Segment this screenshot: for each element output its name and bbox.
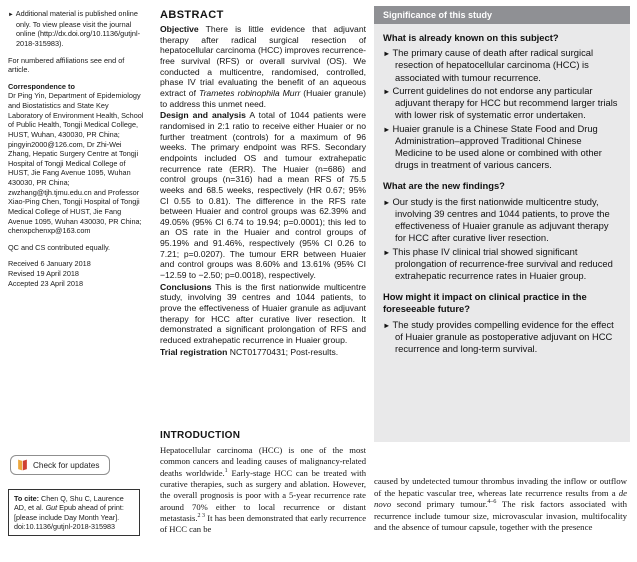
reference-superscript-2[interactable]: 2 3 [197, 513, 206, 520]
triangle-bullet-icon: ► [383, 49, 391, 59]
bullet-text: The study provides compelling evidence for the effect of Huaier granule as postoperative adjuvant on HCC recurrence and long-term survival. [392, 318, 614, 355]
significance-question-1: What is already known on this subject? [383, 32, 559, 43]
email-link-1[interactable]: pingyin2000@126.com [8, 139, 83, 149]
conclusions-text: This is the first nationwide multicentre study, involving 39 centres and 1044 patients, to prove the effectiveness of Huaier granule as adjuvant therapy for HCC after curative liver resection. It demonstrated a significant prolongation of RFS and reduced extrahepatic recurrence in Huaier group. [160, 281, 366, 346]
significance-bullet [383, 123, 621, 172]
triangle-bullet-icon: ► [383, 86, 391, 96]
registration-label: Trial registration [160, 346, 228, 357]
triangle-bullet-icon: ► [383, 124, 391, 134]
article-dates [8, 259, 144, 288]
significance-box-body [374, 24, 630, 355]
bullet-text: Current guidelines do not endorse any particular adjuvant therapy for HCC but recommend larger trials with lower risk of systematic error undertaken. [392, 84, 618, 121]
abstract-conclusions [160, 282, 366, 346]
abstract-registration [160, 347, 366, 358]
abstract-objective [160, 24, 366, 109]
objective-label: Objective [160, 24, 199, 34]
design-text: A total of 1044 patients were randomised in 2:1 ratio to receive either Huaier or no further treatment (controls) for a maximum of 96 weeks. The primary endpoint was RFS. Secondary endpoints included OS and tumour extrahepatic recurrence rate (ERR). The Huaier (n=686) and control groups (n=316) had a mean RFS of 75.5 weeks and 68.5 weeks, respectively (HR 0.67; 95% CI 0.55 to 0.81). The difference in the RFS rate between Huaier and control groups was 62.39% and 49.05% (95% CI 6.74 to 19.94; p=0.0001); this led to an OS rate in the Huaier and control groups of 95.19% and 91.46%, respectively (95% CI 0.26 to 7.21; p=0.0207). The tumour ERR between Huaier and control groups was 8.60% and 13.61% (95% CI −12.59 to −2.50; p=0.0018), respectively. [160, 110, 366, 281]
significance-bullet [383, 319, 621, 356]
abstract-design [160, 110, 366, 281]
objective-text: There is little evidence that adjuvant therapy after radical surgical resection of hepatocellular carcinoma (HCC) improves recurrence-free survival (RFS) or overall survival (OS). We conducted a multicentre, randomised, controlled, phase IV trial evaluating the benefit of an aqueous extract of [160, 24, 366, 98]
additional-material-text: Additional material is published online only. To view please visit the journal online [15, 9, 138, 39]
bullet-text: The primary cause of death after radical surgical resection of hepatocellular carcinoma (HCC) is associated with tumour recurrence. [392, 47, 594, 83]
introduction-paragraph-col2 [374, 476, 627, 534]
triangle-bullet-icon: ► [383, 247, 391, 257]
crossmark-icon [17, 459, 28, 471]
conclusions-label: Conclusions [160, 281, 212, 292]
reference-superscript-1[interactable]: 1 [224, 467, 228, 474]
introduction-paragraph-col1 [160, 445, 366, 536]
reference-superscript-3[interactable]: 4–6 [487, 499, 497, 506]
intro-text-5: second primary tumour. [391, 499, 488, 510]
citation-journal: Gut [45, 503, 58, 513]
significance-bullet [383, 47, 621, 84]
species-name: Trametes robinophila Murr [198, 87, 301, 98]
triangle-bullet-icon: ► [383, 197, 391, 207]
introduction-heading: INTRODUCTION [160, 430, 241, 441]
objective-text-end: (Huaier granule) to address this unmet need. [160, 87, 367, 109]
correspondence-label: Correspondence to [8, 81, 75, 91]
intro-text-1: Hepatocellular carcinoma (HCC) is one of the most common cancers and leading causes of malignancy-related deaths worldwide. [160, 445, 366, 478]
check-for-updates-button[interactable] [10, 455, 110, 475]
journal-online-link[interactable]: (http://dx.doi.org/10.1136/gutjnl-2018-315983). [16, 29, 141, 48]
citation-rest: Epub ahead of print: [please include Day Month Year]. doi:10.1136/gutjnl-2018-315983 [14, 503, 124, 532]
article-body-column [160, 9, 366, 536]
bullet-text: This phase IV clinical trial showed significant prolongation of recurrence-free survival and reduced extrahepatic recurrence rates in Huaier group. [392, 245, 613, 281]
abstract-heading: ABSTRACT [160, 9, 224, 21]
intro-text-6: The risk factors associated with recurrence include tumour size, microvascular invasion, multifocality and the absence of tumour capsule, together with the presence [374, 499, 627, 533]
correspondence-text-1: Dr Ping Yin, Department of Epidemiology and Biostatistics and State Key Laboratory of Environment Health, School of Public Health, Tongji Medical College, HUST, Wuhan, 430030, PR China; [8, 91, 144, 139]
additional-material-note [8, 9, 144, 49]
significance-box-title: Significance of this study [374, 6, 630, 24]
significance-box [374, 6, 630, 442]
to-cite-label: To cite: [14, 494, 40, 503]
significance-column [374, 6, 630, 442]
significance-bullet [383, 196, 621, 245]
left-sidebar [8, 9, 144, 562]
correspondence-block [8, 82, 144, 236]
de-novo-italic: de novo [374, 487, 627, 510]
intro-text-2: Early-stage HCC can be treated with curative therapies, such as surgery and ablation. However, the overall prognosis is poor with a 5-year recurrence rate around 70% either to local recurrence or distant metastasis. [160, 467, 366, 524]
triangle-bullet-icon: ► [8, 12, 14, 18]
check-for-updates-label: Check for updates [33, 460, 100, 470]
significance-question-2: What are the new findings? [383, 180, 505, 192]
bullet-text: Huaier granule is a Chinese State Food and Drug Administration–approved Traditional Chinese Medicine to be used alone or combined with other drugs in treatment of various cancers. [392, 122, 602, 171]
intro-text-3: It has been demonstrated that early recurrence of HCC can be [160, 513, 367, 535]
correspondence-text-2: , Dr Zhi-Wei Zhang, Hepatic Surgery Centre at Tongji Hospital of Tongji Medical College of HUST, Jie Fang Avenue 1095, Wuhan 430030, PR China; [8, 139, 139, 188]
citation-authors: Chen Q, Shu C, Laurence AD, et al. [14, 494, 124, 513]
email-link-3[interactable]: chenxpchenxp@163.com [8, 226, 91, 236]
significance-bullet [383, 246, 621, 283]
affiliations-note: For numbered affiliations see end of article. [8, 55, 125, 75]
triangle-bullet-icon: ► [383, 320, 391, 330]
bullet-text: Our study is the first nationwide multicentre study, involving 39 centres and 1044 patients, to prove the effectiveness of Huaier granule as adjuvant therapy for HCC after curative liver resection. [392, 195, 610, 244]
significance-bullet [383, 85, 621, 122]
equal-contribution-note: QC and CS contributed equally. [8, 242, 111, 252]
accepted-date: Accepted 23 April 2018 [8, 278, 84, 288]
design-label: Design and analysis [160, 110, 246, 121]
received-date: Received 6 January 2018 [8, 259, 91, 269]
registration-text: NCT01770431; Post-results. [227, 346, 339, 357]
abstract-section [160, 9, 366, 414]
intro-text-4: caused by undetected tumour thrombus invading the inflow or outflow of the hepatic vascular tree, whereas late recurrence results from a [374, 476, 627, 498]
revised-date: Revised 19 April 2018 [8, 269, 79, 279]
email-link-2[interactable]: zwzhang@tjh.tjmu.edu.cn [8, 187, 92, 197]
significance-question-3: How might it impact on clinical practice in the foreseeable future? [383, 291, 587, 315]
correspondence-text-3: and Professor Xiao-Ping Chen, Tongji Hospital of Tongji Medical College of HUST, Jie Fang Avenue 1095, Wuhan 430030, PR China; [8, 187, 142, 226]
citation-box [8, 489, 140, 536]
